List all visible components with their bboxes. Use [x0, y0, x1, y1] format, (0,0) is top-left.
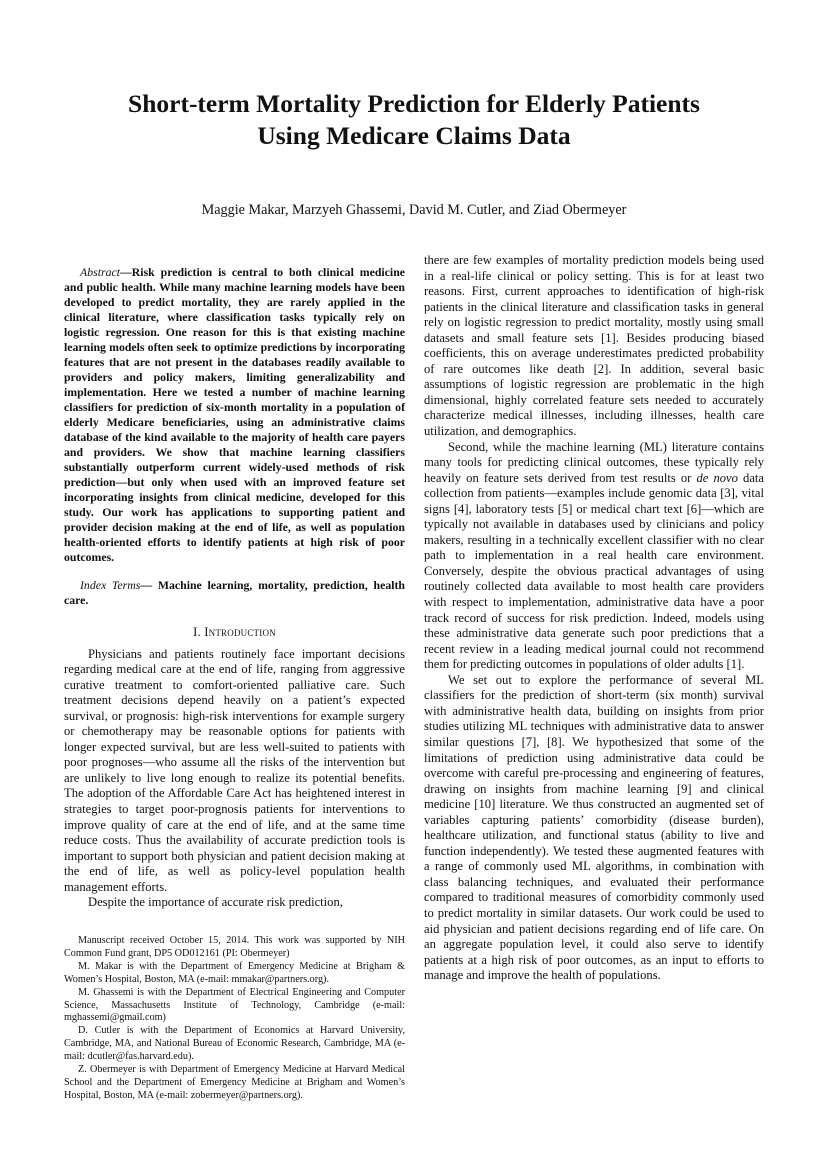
abstract-label: Abstract [80, 265, 120, 279]
right-column [424, 253, 764, 984]
title-line-2: Using Medicare Claims Data [257, 121, 571, 150]
footnote-cutler: D. Cutler is with the Department of Economics at Harvard University, Cambridge, MA, and National Bureau of Economic Research, Cambridge, MA (e-mail: dcutler@fas.harvard.edu). [64, 1025, 405, 1063]
footnote-makar: M. Makar is with the Department of Emergency Medicine at Brigham & Women’s Hospital, Boston, MA (e-mail: mmakar@partners.org). [64, 960, 405, 985]
intro-paragraph-1: Physicians and patients routinely face important decisions regarding medical care at the end of life, ranging from aggressive curative treatment to comfort-oriented palliative care. Such treatment decisions depend heavily on a patient’s expected survival, or prognosis: high-risk interventions for example surgery or chemotherapy may be reasonable options for patients with longer expected survival, but are less well-suited to patients with poor prognoses—who assume all the risks of the intervention but are unlikely to live long enough to realize its potential benefits. The adoption of the Affordable Care Act has heightened interest in strategies to target poor-prognosis patients for interventions to improve quality of care at the end of life, and at the same time reduce costs. Thus the availability of accurate prediction tools is important to support both physician and patient decision making at the end of life, as well as policy-level population health management efforts. [64, 646, 405, 894]
index-terms-label: Index Terms [80, 578, 141, 592]
section-heading-introduction [64, 625, 405, 641]
footnote-manuscript: Manuscript received October 15, 2014. This work was supported by NIH Common Fund grant, DP5 OD012161 (PI: Obermeyer) [64, 935, 405, 959]
paper-title [40, 88, 788, 152]
para3-after: data collection from patients—examples include genomic data [3], vital signs [4], laboratory tests [5] or medical chart text [6]—which are typically not available in databases used by clinicians and policy makers, resulting in a technically excellent classifier with no clear path to implementation in a real health care environment. Conversely, despite the obvious practical advantages of using routinely collected data available to most health care providers with respect to implementation, administrative data have a poor track record of success for risk prediction. Indeed, models using these administrative data generate such poor predictions that a recent review in a leading medical journal could not recommend them for predicting outcomes in populations of older adults [1]. [424, 470, 765, 672]
abstract-text: —Risk prediction is central to both clinical medicine and public health. While many machine learning models have been developed to predict mortality, they are rarely applied in the clinical literature, where classification tasks typically rely on logistic regression. One reason for this is that existing machine learning models often seek to optimize predictions by incorporating features that are not present in the databases readily available to providers and policy makers, limiting generalizability and implementation. Here we tested a number of machine learning classifiers for prediction of six-month mortality in a population of elderly Medicare beneficiaries, using an administrative claims database of the kind available to the majority of health care payers and providers. We show that machine learning classifiers substantially outperform current widely-used methods of risk prediction—but only when used with an improved feature set incorporating insights from clinical medicine, developed for this study. Our work has applications to supporting patient and provider decision making at the end of life, as well as population health-oriented efforts to identify patients at high risk of poor outcomes. [64, 265, 405, 564]
section-numeral: I. [193, 625, 201, 639]
section-title: Introduction [204, 625, 276, 639]
footnote-ghassemi: M. Ghassemi is with the Department of Electrical Engineering and Computer Science, Massachusetts Institute of Technology, Cambridge (e-mail: mghassemi@gmail.com) [64, 986, 405, 1024]
footnote-obermeyer: Z. Obermeyer is with Department of Emergency Medicine at Harvard Medical School and the Department of Emergency Medicine at Brigham and Women’s Hospital, Boston, MA (e-mail: zobermeyer@partners.org). [64, 1064, 405, 1101]
author-list: Maggie Makar, Marzyeh Ghassemi, David M. Cutler, and Ziad Obermeyer [201, 202, 627, 218]
index-terms-text: — Machine learning, mortality, prediction, health care. [64, 578, 405, 607]
para3-before: Second, while the machine learning (ML) literature contains many tools for predicting clinical outcomes, these typically rely heavily on feature sets derived from test results or [424, 439, 764, 485]
intro-paragraph-2: Despite the importance of accurate risk prediction, [88, 895, 343, 910]
index-terms [64, 578, 405, 608]
intro-paragraph-4: We set out to explore the performance of several ML classifiers for the prediction of short-term (six month) survival with administrative health data, building on insights from prior studies utilizing ML techniques with administrative data to answer similar questions [7], [8]. We hypothesized that some of the limitations of prediction using administrative data could be overcome with careful pre-processing and engineering of features, drawing on insights from machine learning [9] and clinical medicine [10] literature. We thus constructed an augmented set of variables capturing patients’ comorbidity (disease burden), healthcare utilization, and functional status (ability to live and function independently). We tested these augmented features with a range of commonly used ML algorithms, in combination with class balancing techniques, and evaluated their performance compared to traditional measures of comorbidity commonly used to predict mortality in similar datasets. Our work could be used to aid physician and patient decisions regarding end of life care. On an aggregate population level, it could also serve to identify patients at a high risk of poor outcomes, as an input to efforts to manage and improve the health of populations. [424, 672, 764, 983]
title-line-1: Short-term Mortality Prediction for Elderly Patients [128, 89, 700, 118]
left-column [64, 265, 405, 911]
para3-italic: de novo [696, 470, 738, 485]
intro-paragraph-3 [424, 440, 764, 673]
footnotes [64, 935, 405, 1103]
intro-paragraph-continued: there are few examples of mortality prediction models being used in a real-life clinical or policy setting. This is for at least two reasons. First, current approaches to identification of high-risk patients in the clinical literature and classification tasks in general rely on logistic regression to predict mortality, mostly using small datasets and small feature sets [1]. Besides producing biased coefficients, this on average underestimates predicted probability of rare outcomes like death [2]. In addition, several basic assumptions of logistic regression are problematic in the high dimensional, highly correlated feature sets needed to accurately characterize medical illnesses, including illnesses, health care utilization, and demographics. [424, 253, 764, 439]
abstract [64, 265, 405, 565]
